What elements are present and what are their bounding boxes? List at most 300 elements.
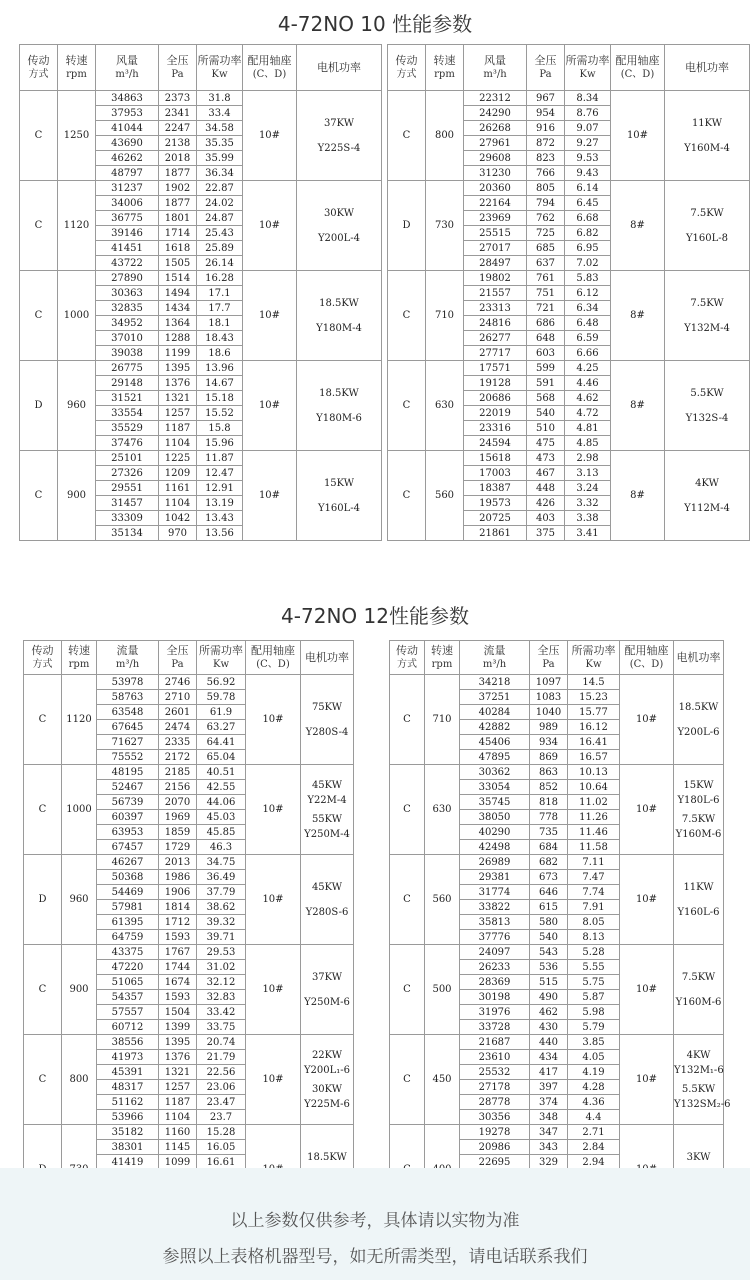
motor-power: 45KW bbox=[311, 881, 343, 893]
pressure-cell: 615 bbox=[530, 900, 568, 915]
pressure-cell: 852 bbox=[530, 780, 568, 795]
flow-cell: 42882 bbox=[460, 720, 530, 735]
flow-cell: 41419 bbox=[97, 1155, 159, 1170]
pressure-cell: 2247 bbox=[159, 121, 197, 136]
motor-cell bbox=[674, 675, 724, 765]
pressure-cell: 490 bbox=[530, 990, 568, 1005]
title-no10: 4-72NO 10 性能参数 bbox=[277, 12, 473, 36]
pressure-cell: 1986 bbox=[159, 870, 197, 885]
drive-cell: D bbox=[24, 855, 62, 945]
pressure-cell: 1097 bbox=[530, 675, 568, 690]
table-row bbox=[390, 945, 724, 960]
table-row bbox=[388, 271, 750, 286]
header-speed-line: rpm bbox=[431, 658, 453, 670]
motor-spacer bbox=[674, 985, 723, 995]
flow-cell: 35529 bbox=[96, 421, 159, 436]
power-cell: 8.34 bbox=[565, 91, 611, 106]
motor-cell bbox=[665, 271, 750, 361]
power-cell: 11.26 bbox=[568, 810, 620, 825]
footer-note-contact: 参照以上表格机器型号，如无所需类型，请电话联系我们 bbox=[162, 1247, 588, 1267]
motor-spacer bbox=[674, 895, 723, 905]
seat-cell: 10# bbox=[243, 271, 297, 361]
pressure-cell: 510 bbox=[527, 421, 565, 436]
drive-cell: C bbox=[24, 675, 62, 765]
header-speed bbox=[425, 641, 460, 675]
flow-cell: 37476 bbox=[96, 436, 159, 451]
header-drive bbox=[20, 45, 58, 91]
power-cell: 6.45 bbox=[565, 196, 611, 211]
flow-cell: 53978 bbox=[97, 675, 159, 690]
header-row bbox=[390, 641, 724, 675]
motor-model: Y200L₁-6 bbox=[303, 1064, 351, 1076]
flow-cell: 37251 bbox=[460, 690, 530, 705]
flow-cell: 33554 bbox=[96, 406, 159, 421]
motor-cell bbox=[297, 451, 382, 541]
power-cell: 11.46 bbox=[568, 825, 620, 840]
flow-cell: 31457 bbox=[96, 496, 159, 511]
power-cell: 6.66 bbox=[565, 346, 611, 361]
power-cell: 2.94 bbox=[568, 1155, 620, 1170]
power-cell: 39.32 bbox=[197, 915, 246, 930]
power-cell: 36.34 bbox=[197, 166, 243, 181]
pressure-cell: 374 bbox=[530, 1095, 568, 1110]
pressure-cell: 434 bbox=[530, 1050, 568, 1065]
table-row bbox=[390, 855, 724, 870]
flow-cell: 64759 bbox=[97, 930, 159, 945]
power-cell: 11.58 bbox=[568, 840, 620, 855]
flow-cell: 31976 bbox=[460, 1005, 530, 1020]
motor-cell bbox=[665, 451, 750, 541]
pressure-cell: 1877 bbox=[159, 166, 197, 181]
motor-power: 37KW bbox=[323, 117, 355, 129]
header-flow-line: 风量 bbox=[484, 53, 506, 67]
pressure-cell: 540 bbox=[527, 406, 565, 421]
flow-cell: 41044 bbox=[96, 121, 159, 136]
header-seat-line: 配用轴座 bbox=[615, 53, 660, 67]
flow-cell: 67645 bbox=[97, 720, 159, 735]
flow-cell: 32835 bbox=[96, 301, 159, 316]
power-cell: 31.02 bbox=[197, 960, 246, 975]
motor-model: Y160M-6 bbox=[675, 828, 722, 840]
pressure-cell: 1505 bbox=[159, 256, 197, 271]
power-cell: 59.78 bbox=[197, 690, 246, 705]
power-cell: 18.1 bbox=[197, 316, 243, 331]
header-drive bbox=[388, 45, 426, 91]
power-cell: 3.38 bbox=[565, 511, 611, 526]
power-cell: 3.41 bbox=[565, 526, 611, 541]
motor-cell bbox=[297, 181, 382, 271]
power-cell: 16.12 bbox=[568, 720, 620, 735]
pressure-cell: 1902 bbox=[159, 181, 197, 196]
speed-cell: 710 bbox=[426, 271, 464, 361]
flow-cell: 19278 bbox=[460, 1125, 530, 1140]
power-cell: 16.57 bbox=[568, 750, 620, 765]
flow-cell: 38050 bbox=[460, 810, 530, 825]
power-cell: 40.51 bbox=[197, 765, 246, 780]
power-cell: 18.6 bbox=[197, 346, 243, 361]
speed-cell: 710 bbox=[425, 675, 460, 765]
pressure-cell: 725 bbox=[527, 226, 565, 241]
flow-cell: 23316 bbox=[464, 421, 527, 436]
power-cell: 26.14 bbox=[197, 256, 243, 271]
flow-cell: 21687 bbox=[460, 1035, 530, 1050]
power-cell: 4.85 bbox=[565, 436, 611, 451]
drive-cell: C bbox=[388, 451, 426, 541]
header-drive-line: 传动 bbox=[31, 643, 54, 657]
header-seat-line: (C、D) bbox=[629, 658, 664, 670]
flow-cell: 48317 bbox=[97, 1080, 159, 1095]
speed-cell: 1000 bbox=[62, 765, 97, 855]
power-cell: 17.1 bbox=[197, 286, 243, 301]
power-cell: 45.85 bbox=[197, 825, 246, 840]
power-cell: 4.72 bbox=[565, 406, 611, 421]
table-row bbox=[20, 181, 382, 196]
header-drive-line: 方式 bbox=[32, 658, 53, 670]
header-flow bbox=[464, 45, 527, 91]
motor-model: Y132SM₂-6 bbox=[674, 1098, 731, 1110]
motor-model: Y132M₁-6 bbox=[674, 1064, 724, 1076]
header-row bbox=[24, 641, 354, 675]
speed-cell: 560 bbox=[425, 855, 460, 945]
power-cell: 4.36 bbox=[568, 1095, 620, 1110]
pressure-cell: 2172 bbox=[159, 750, 197, 765]
motor-power: 4KW bbox=[695, 477, 719, 489]
motor-power: 30KW bbox=[311, 1083, 343, 1095]
pressure-cell: 329 bbox=[530, 1155, 568, 1170]
pressure-cell: 1729 bbox=[159, 840, 197, 855]
header-speed bbox=[58, 45, 96, 91]
seat-cell: 10# bbox=[620, 945, 674, 1035]
power-cell: 16.28 bbox=[197, 271, 243, 286]
header-drive-line: 传动 bbox=[27, 53, 50, 67]
power-cell: 22.56 bbox=[197, 1065, 246, 1080]
footer-note-reference: 以上参数仅供参考，具体请以实物为准 bbox=[230, 1211, 520, 1231]
pressure-cell: 2601 bbox=[159, 705, 197, 720]
pressure-cell: 430 bbox=[530, 1020, 568, 1035]
pressure-cell: 766 bbox=[527, 166, 565, 181]
pressure-cell: 2746 bbox=[159, 675, 197, 690]
pressure-cell: 1161 bbox=[159, 481, 197, 496]
power-cell: 63.27 bbox=[197, 720, 246, 735]
pressure-cell: 685 bbox=[527, 241, 565, 256]
power-cell: 9.53 bbox=[565, 151, 611, 166]
pressure-cell: 735 bbox=[530, 825, 568, 840]
pressure-cell: 1104 bbox=[159, 1110, 197, 1125]
motor-power: 11KW bbox=[691, 117, 723, 129]
table-row bbox=[24, 1035, 354, 1050]
table-row bbox=[20, 451, 382, 466]
power-cell: 4.25 bbox=[565, 361, 611, 376]
table-row bbox=[20, 271, 382, 286]
motor-cell bbox=[301, 855, 354, 945]
pressure-cell: 540 bbox=[530, 930, 568, 945]
power-cell: 17.7 bbox=[197, 301, 243, 316]
motor-cell bbox=[301, 1035, 354, 1125]
flow-cell: 34218 bbox=[460, 675, 530, 690]
speed-cell: 1120 bbox=[62, 675, 97, 765]
flow-cell: 26989 bbox=[460, 855, 530, 870]
header-flow-line: 风量 bbox=[116, 53, 138, 67]
motor-model: Y160M-4 bbox=[684, 142, 730, 154]
flow-cell: 39038 bbox=[96, 346, 159, 361]
pressure-cell: 448 bbox=[527, 481, 565, 496]
speed-cell: 1250 bbox=[58, 91, 96, 181]
header-motor-line: 电机功率 bbox=[676, 650, 721, 664]
header-power-line: 所需功率 bbox=[197, 53, 242, 67]
header-flow-line: m³/h bbox=[483, 68, 507, 80]
header-power-line: 所需功率 bbox=[199, 643, 243, 657]
power-cell: 2.98 bbox=[565, 451, 611, 466]
speed-cell: 800 bbox=[62, 1035, 97, 1125]
flow-cell: 29381 bbox=[460, 870, 530, 885]
power-cell: 8.76 bbox=[565, 106, 611, 121]
table-row bbox=[388, 91, 750, 106]
header-motor bbox=[301, 641, 354, 675]
pressure-cell: 1104 bbox=[159, 496, 197, 511]
speed-cell: 1000 bbox=[58, 271, 96, 361]
header-drive bbox=[24, 641, 62, 675]
speed-cell: 800 bbox=[426, 91, 464, 181]
table-row bbox=[388, 181, 750, 196]
pressure-cell: 1145 bbox=[159, 1140, 197, 1155]
header-power bbox=[565, 45, 611, 91]
drive-cell: C bbox=[388, 361, 426, 451]
power-cell: 4.46 bbox=[565, 376, 611, 391]
performance-table bbox=[19, 44, 382, 541]
power-cell: 13.19 bbox=[197, 496, 243, 511]
pressure-cell: 473 bbox=[527, 451, 565, 466]
flow-cell: 33728 bbox=[460, 1020, 530, 1035]
table-row bbox=[20, 91, 382, 106]
power-cell: 15.23 bbox=[568, 690, 620, 705]
motor-power: 18.5KW bbox=[307, 1151, 347, 1163]
pressure-cell: 1969 bbox=[159, 810, 197, 825]
flow-cell: 26277 bbox=[464, 331, 527, 346]
drive-cell: C bbox=[390, 855, 425, 945]
pressure-cell: 1099 bbox=[159, 1155, 197, 1170]
power-cell: 4.4 bbox=[568, 1110, 620, 1125]
flow-cell: 42498 bbox=[460, 840, 530, 855]
drive-cell: C bbox=[24, 1035, 62, 1125]
motor-cell bbox=[674, 765, 724, 855]
flow-cell: 53966 bbox=[97, 1110, 159, 1125]
power-cell: 32.83 bbox=[197, 990, 246, 1005]
motor-cell bbox=[297, 361, 382, 451]
pressure-cell: 2138 bbox=[159, 136, 197, 151]
power-cell: 4.19 bbox=[568, 1065, 620, 1080]
header-drive-line: 传动 bbox=[395, 53, 418, 67]
flow-cell: 24816 bbox=[464, 316, 527, 331]
flow-cell: 41451 bbox=[96, 241, 159, 256]
drive-cell: C bbox=[390, 675, 425, 765]
flow-cell: 30363 bbox=[96, 286, 159, 301]
header-motor-line: 电机功率 bbox=[317, 60, 361, 74]
seat-cell: 10# bbox=[611, 91, 665, 181]
flow-cell: 24290 bbox=[464, 106, 527, 121]
power-cell: 5.87 bbox=[568, 990, 620, 1005]
seat-cell: 10# bbox=[243, 181, 297, 271]
header-power-line: Kw bbox=[579, 68, 596, 80]
power-cell: 5.98 bbox=[568, 1005, 620, 1020]
pressure-cell: 916 bbox=[527, 121, 565, 136]
pressure-cell: 347 bbox=[530, 1125, 568, 1140]
table-row bbox=[390, 1035, 724, 1050]
motor-power: 5.5KW bbox=[690, 387, 724, 399]
flow-cell: 25101 bbox=[96, 451, 159, 466]
pressure-cell: 818 bbox=[530, 795, 568, 810]
motor-cell bbox=[297, 91, 382, 181]
motor-power: 55KW bbox=[311, 813, 343, 825]
flow-cell: 46262 bbox=[96, 151, 159, 166]
flow-cell: 31774 bbox=[460, 885, 530, 900]
flow-cell: 41973 bbox=[97, 1050, 159, 1065]
table-row bbox=[24, 675, 354, 690]
flow-cell: 33054 bbox=[460, 780, 530, 795]
seat-cell: 10# bbox=[620, 675, 674, 765]
motor-model: Y180M-6 bbox=[316, 412, 362, 424]
power-cell: 7.47 bbox=[568, 870, 620, 885]
flow-cell: 23610 bbox=[460, 1050, 530, 1065]
header-seat-line: (C、D) bbox=[256, 658, 290, 670]
table-row bbox=[24, 855, 354, 870]
flow-cell: 35745 bbox=[460, 795, 530, 810]
pressure-cell: 543 bbox=[530, 945, 568, 960]
header-pressure bbox=[159, 45, 197, 91]
flow-cell: 34863 bbox=[96, 91, 159, 106]
pressure-cell: 1288 bbox=[159, 331, 197, 346]
pressure-cell: 397 bbox=[530, 1080, 568, 1095]
motor-model: Y280S-6 bbox=[305, 906, 349, 918]
pressure-cell: 2013 bbox=[159, 855, 197, 870]
drive-cell: C bbox=[20, 91, 58, 181]
header-seat-line: (C、D) bbox=[252, 68, 287, 80]
seat-cell: 8# bbox=[611, 181, 665, 271]
motor-model: Y280S-4 bbox=[305, 726, 349, 738]
header-pressure-line: Pa bbox=[542, 658, 555, 670]
drive-cell: C bbox=[20, 451, 58, 541]
speed-cell: 500 bbox=[425, 945, 460, 1035]
power-cell: 6.68 bbox=[565, 211, 611, 226]
power-cell: 15.28 bbox=[197, 1125, 246, 1140]
header-pressure bbox=[159, 641, 197, 675]
power-cell: 33.42 bbox=[197, 1005, 246, 1020]
power-cell: 15.77 bbox=[568, 705, 620, 720]
flow-cell: 19802 bbox=[464, 271, 527, 286]
motor-model: Y180M-4 bbox=[316, 322, 362, 334]
pressure-cell: 1744 bbox=[159, 960, 197, 975]
power-cell: 21.79 bbox=[197, 1050, 246, 1065]
motor-power: 75KW bbox=[311, 701, 343, 713]
header-power-line: Kw bbox=[212, 658, 230, 670]
flow-cell: 35813 bbox=[460, 915, 530, 930]
pressure-cell: 1593 bbox=[159, 930, 197, 945]
speed-cell: 450 bbox=[425, 1035, 460, 1125]
speed-cell: 900 bbox=[62, 945, 97, 1035]
pressure-cell: 1714 bbox=[159, 226, 197, 241]
pressure-cell: 599 bbox=[527, 361, 565, 376]
motor-spacer bbox=[297, 311, 381, 321]
pressure-cell: 794 bbox=[527, 196, 565, 211]
motor-spacer bbox=[665, 491, 749, 501]
flow-cell: 19128 bbox=[464, 376, 527, 391]
flow-cell: 29608 bbox=[464, 151, 527, 166]
power-cell: 13.43 bbox=[197, 511, 243, 526]
header-power-line: Kw bbox=[585, 658, 602, 670]
pressure-cell: 1504 bbox=[159, 1005, 197, 1020]
motor-power: 30KW bbox=[323, 207, 355, 219]
power-cell: 15.8 bbox=[197, 421, 243, 436]
power-cell: 7.91 bbox=[568, 900, 620, 915]
flow-cell: 71627 bbox=[97, 735, 159, 750]
flow-cell: 27326 bbox=[96, 466, 159, 481]
header-pressure-line: 全压 bbox=[537, 643, 560, 657]
pressure-cell: 2335 bbox=[159, 735, 197, 750]
motor-power: 18.5KW bbox=[319, 387, 359, 399]
pressure-cell: 1321 bbox=[159, 391, 197, 406]
pressure-cell: 934 bbox=[530, 735, 568, 750]
speed-cell: 730 bbox=[426, 181, 464, 271]
flow-cell: 31237 bbox=[96, 181, 159, 196]
header-pressure-line: 全压 bbox=[166, 643, 189, 657]
power-cell: 35.35 bbox=[197, 136, 243, 151]
header-drive-line: 传动 bbox=[396, 643, 418, 657]
motor-model: Y22M-4 bbox=[307, 794, 347, 806]
seat-cell: 10# bbox=[246, 1035, 301, 1125]
pressure-cell: 805 bbox=[527, 181, 565, 196]
pressure-cell: 1042 bbox=[159, 511, 197, 526]
power-cell: 34.75 bbox=[197, 855, 246, 870]
motor-power: 18.5KW bbox=[678, 701, 719, 713]
speed-cell: 900 bbox=[58, 451, 96, 541]
header-pressure bbox=[530, 641, 568, 675]
flow-cell: 37010 bbox=[96, 331, 159, 346]
flow-cell: 27717 bbox=[464, 346, 527, 361]
header-speed-line: 转速 bbox=[65, 53, 88, 67]
drive-cell: D bbox=[388, 181, 426, 271]
motor-spacer bbox=[301, 715, 353, 725]
motor-power: 7.5KW bbox=[690, 207, 724, 219]
pressure-cell: 1199 bbox=[159, 346, 197, 361]
power-cell: 14.5 bbox=[568, 675, 620, 690]
pressure-cell: 1434 bbox=[159, 301, 197, 316]
power-cell: 5.83 bbox=[565, 271, 611, 286]
pressure-cell: 1187 bbox=[159, 1095, 197, 1110]
performance-table bbox=[387, 44, 750, 541]
pressure-cell: 989 bbox=[530, 720, 568, 735]
power-cell: 4.28 bbox=[568, 1080, 620, 1095]
pressure-cell: 1877 bbox=[159, 196, 197, 211]
motor-cell bbox=[297, 271, 382, 361]
motor-model: Y250M-4 bbox=[304, 828, 350, 840]
pressure-cell: 2070 bbox=[159, 795, 197, 810]
pressure-cell: 682 bbox=[530, 855, 568, 870]
flow-cell: 28497 bbox=[464, 256, 527, 271]
flow-cell: 29551 bbox=[96, 481, 159, 496]
motor-power: 45KW bbox=[311, 779, 343, 791]
power-cell: 4.05 bbox=[568, 1050, 620, 1065]
flow-cell: 52467 bbox=[97, 780, 159, 795]
pressure-cell: 721 bbox=[527, 301, 565, 316]
power-cell: 7.11 bbox=[568, 855, 620, 870]
seat-cell: 10# bbox=[620, 765, 674, 855]
drive-cell: D bbox=[20, 361, 58, 451]
flow-cell: 34952 bbox=[96, 316, 159, 331]
motor-spacer bbox=[665, 221, 749, 231]
power-cell: 5.55 bbox=[568, 960, 620, 975]
power-cell: 2.84 bbox=[568, 1140, 620, 1155]
header-speed-line: 转速 bbox=[431, 643, 453, 657]
power-cell: 25.43 bbox=[197, 226, 243, 241]
